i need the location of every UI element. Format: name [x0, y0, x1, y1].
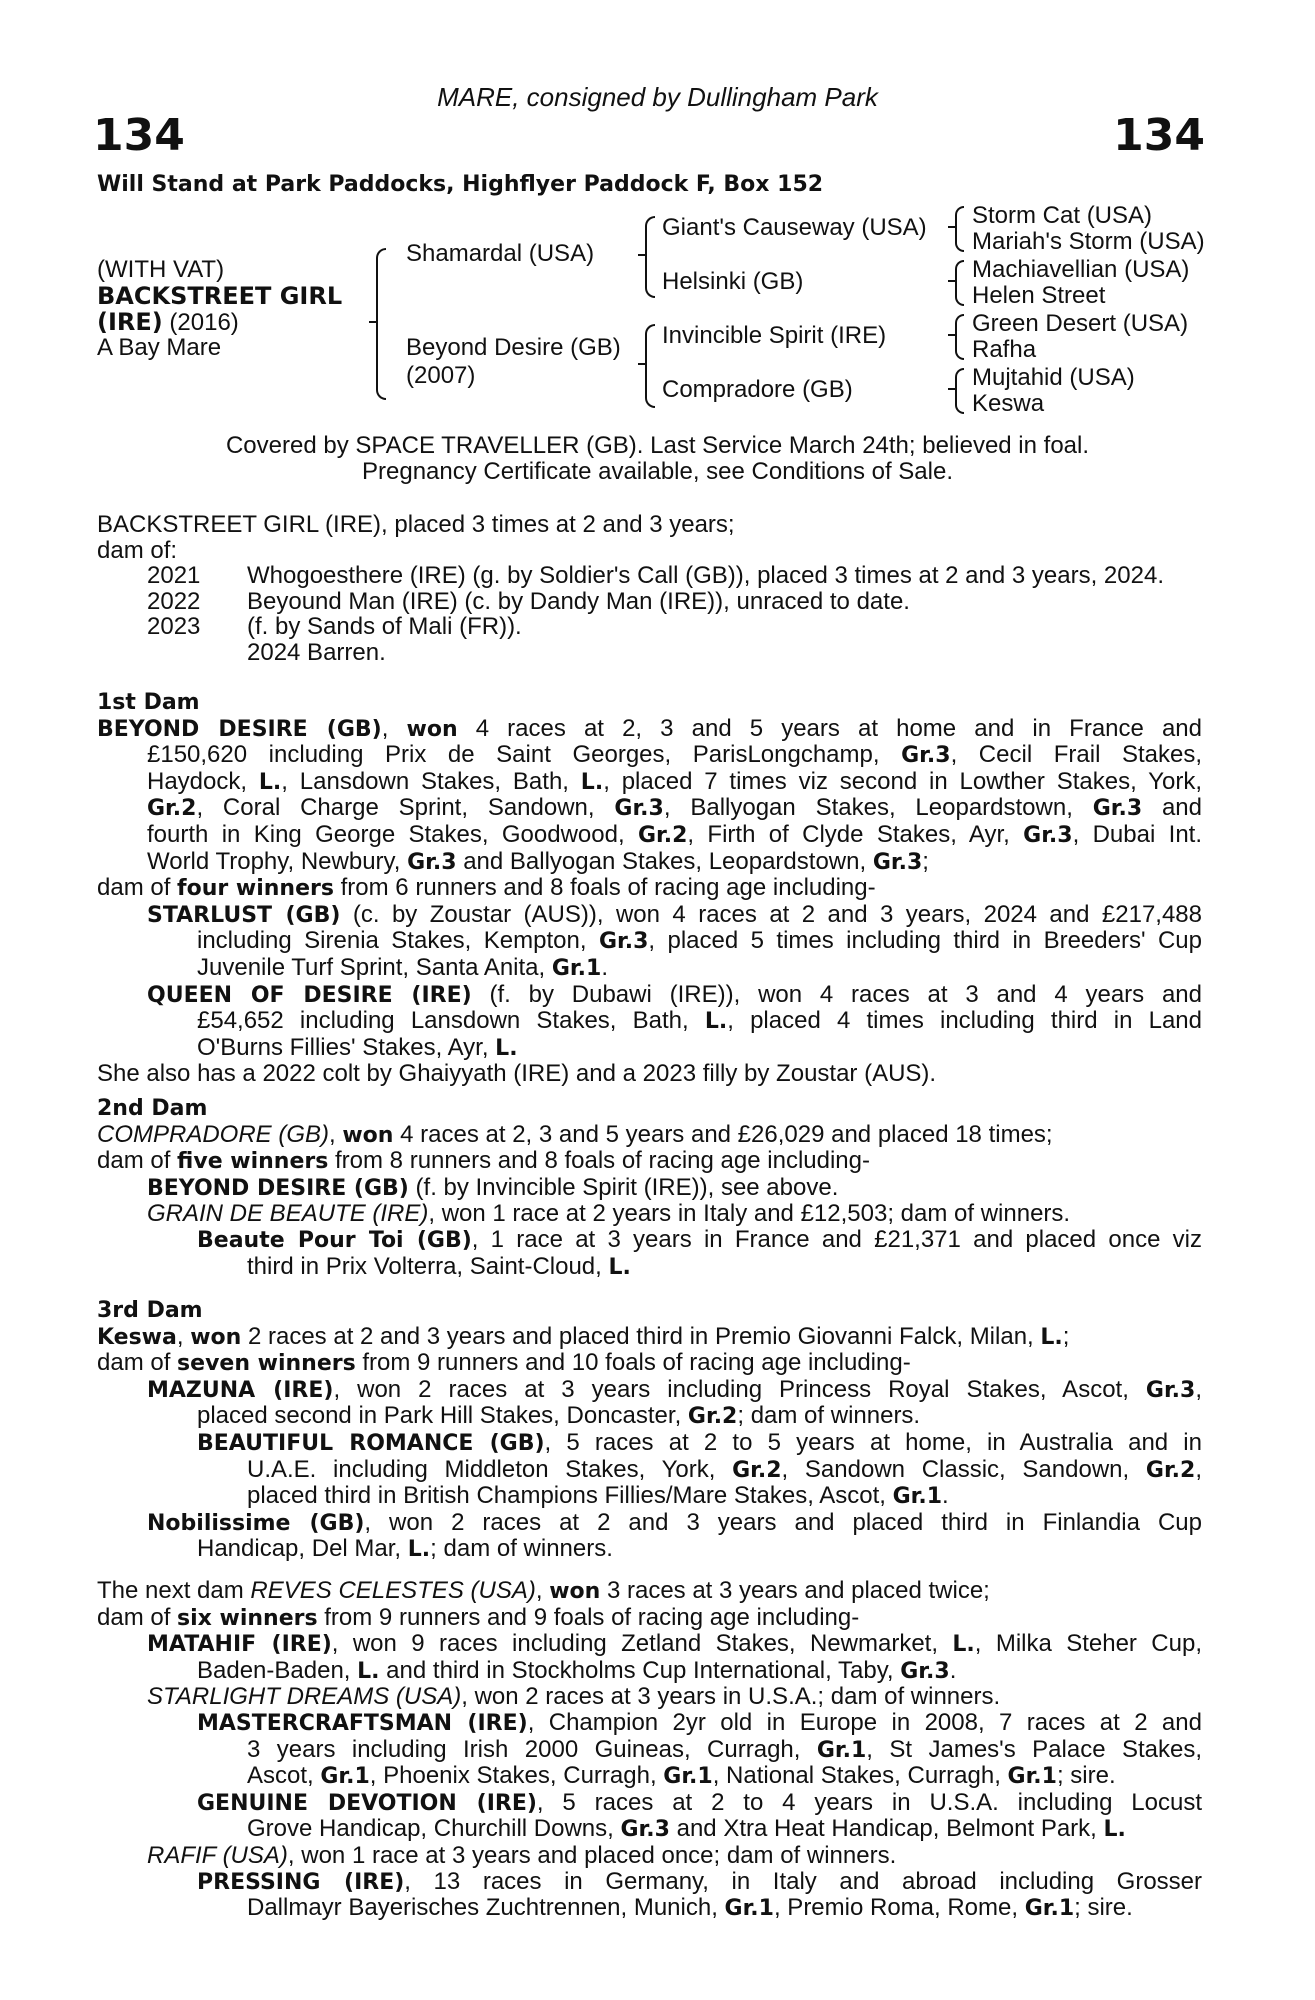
dam-brace-tip: [638, 363, 645, 365]
produce-text: Beyound Man (IRE) (c. by Dandy Man (IRE)), unraced to date.: [247, 587, 910, 615]
ancestor-5: Green Desert (USA): [972, 310, 1189, 337]
text-line: Ascot, Gr.1, Phoenix Stakes, Curragh, Gr.1, National Stakes, Curragh, Gr.1; sire.: [247, 1762, 1116, 1790]
ancestor-3: Machiavellian (USA): [972, 256, 1190, 283]
g-brace-3: [955, 314, 964, 360]
text-line: placed third in British Champions Fillies/Mare Stakes, Ascot, Gr.1.: [247, 1482, 949, 1510]
text-line: placed second in Park Hill Stakes, Doncaster, Gr.2; dam of winners.: [197, 1402, 921, 1430]
dam-brace: [645, 324, 655, 408]
text-line: BEAUTIFUL ROMANCE (GB), 5 races at 2 to 5 years at home, in Australia and in: [197, 1428, 1202, 1456]
produce-year: 2022: [147, 587, 201, 615]
text-line: Nobilissime (GB), won 2 races at 2 and 3 years and placed third in Finlandia Cup: [147, 1508, 1202, 1536]
produce-row: [97, 614, 1202, 640]
produce-text: (f. by Sands of Mali (FR)).: [247, 613, 522, 641]
g-brace-tip-2: [948, 280, 955, 282]
text-line: BEYOND DESIRE (GB) (f. by Invincible Spirit (IRE)), see above.: [147, 1173, 839, 1201]
text-line: Haydock, L., Lansdown Stakes, Bath, L., placed 7 times viz second in Lowther Stakes, York,: [147, 767, 1202, 795]
section-heading: 3rd Dam: [97, 1298, 203, 1323]
horse-name: BACKSTREET GIRL: [97, 282, 343, 310]
ancestor-8: Keswa: [972, 390, 1045, 417]
dam-of-label: dam of:: [97, 536, 178, 564]
g-brace-4: [955, 368, 964, 414]
section-heading: 1st Dam: [97, 690, 200, 715]
sire-brace-tip: [638, 254, 645, 256]
text-line: Handicap, Del Mar, L.; dam of winners.: [197, 1535, 613, 1563]
ancestor-4: Helen Street: [972, 282, 1106, 309]
stabling-location: Will Stand at Park Paddocks, Highflyer Paddock F, Box 152: [97, 172, 824, 197]
text-line: GRAIN DE BEAUTE (IRE), won 1 race at 2 years in Italy and £12,503; dam of winners.: [147, 1200, 1071, 1228]
section-heading: 2nd Dam: [97, 1096, 208, 1121]
sire-brace: [645, 216, 655, 298]
sire: Shamardal (USA): [406, 240, 595, 267]
text-line: dam of four winners from 6 runners and 8 foals of racing age including-: [97, 874, 876, 902]
text-line: MAZUNA (IRE), won 2 races at 3 years including Princess Royal Stakes, Ascot, Gr.3,: [147, 1375, 1202, 1403]
text-line: Keswa, won 2 races at 2 and 3 years and placed third in Premio Giovanni Falck, Milan, L.;: [97, 1322, 1070, 1350]
horse-origin-year: [97, 308, 239, 337]
text-line: Grove Handicap, Churchill Downs, Gr.3 and Xtra Heat Handicap, Belmont Park, L.: [247, 1815, 1126, 1843]
text-line: fourth in King George Stakes, Goodwood, Gr.2, Firth of Clyde Stakes, Ayr, Gr.3, Dubai Int.: [147, 820, 1203, 848]
text-line: £150,620 including Prix de Saint Georges, ParisLongchamp, Gr.3, Cecil Frail Stakes,: [147, 741, 1203, 769]
text-line: GENUINE DEVOTION (IRE), 5 races at 2 to 4 years in U.S.A. including Locust: [197, 1788, 1202, 1816]
ancestor-6: Rafha: [972, 336, 1037, 363]
text-line: RAFIF (USA), won 1 race at 3 years and placed once; dam of winners.: [147, 1841, 897, 1869]
text-line: O'Burns Fillies' Stakes, Ayr, L.: [197, 1033, 518, 1061]
horse-description: A Bay Mare: [97, 334, 222, 361]
g-brace-2: [955, 260, 964, 306]
sire-dam: Helsinki (GB): [662, 268, 804, 295]
dam-dam: Compradore (GB): [662, 376, 853, 403]
g-brace-tip-4: [948, 388, 955, 390]
text-line: Dallmayr Bayerisches Zuchtrennen, Munich, Gr.1, Premio Roma, Rome, Gr.1; sire.: [247, 1894, 1133, 1922]
second-dam-section: [97, 1096, 1202, 1280]
text-line: STARLIGHT DREAMS (USA), won 2 races at 3 years in U.S.A.; dam of winners.: [147, 1683, 1001, 1711]
produce-record: [97, 512, 1202, 666]
produce-text: Whogoesthere (IRE) (g. by Soldier's Call (GB)), placed 3 times at 2 and 3 years, 2024.: [247, 562, 1164, 590]
produce-year: 2021: [147, 562, 201, 590]
third-dam-section: [97, 1298, 1202, 1563]
dam-sire: Invincible Spirit (IRE): [662, 322, 887, 349]
next-dam-section: [97, 1578, 1202, 1922]
pregnancy-note: Pregnancy Certificate available, see Conditions of Sale.: [362, 458, 953, 485]
text-line: She also has a 2022 colt by Ghaiyyath (IRE) and a 2023 filly by Zoustar (AUS).: [97, 1060, 937, 1088]
consignor-line: MARE, consigned by Dullingham Park: [437, 82, 878, 112]
sire-sire: Giant's Causeway (USA): [662, 214, 927, 241]
horse-country: (IRE): [97, 308, 163, 336]
text-line: £54,652 including Lansdown Stakes, Bath, L., placed 4 times including third in Land: [197, 1007, 1202, 1035]
ancestor-7: Mujtahid (USA): [972, 364, 1135, 391]
text-line: MATAHIF (IRE), won 9 races including Zetland Stakes, Newmarket, L., Milka Steher Cup,: [147, 1630, 1202, 1658]
ancestor-1: Storm Cat (USA): [972, 202, 1153, 229]
pedigree-brace-main: [376, 248, 386, 400]
text-line: QUEEN OF DESIRE (IRE) (f. by Dubawi (IRE)), won 4 races at 3 and 4 years and: [147, 980, 1203, 1008]
mare-race-record: BACKSTREET GIRL (IRE), placed 3 times at 2 and 3 years;: [97, 511, 735, 538]
text-line: dam of five winners from 8 runners and 8 foals of racing age including-: [97, 1147, 870, 1175]
text-line: Juvenile Turf Sprint, Santa Anita, Gr.1.: [197, 953, 608, 981]
text-line: The next dam REVES CELESTES (USA), won 3 races at 3 years and placed twice;: [97, 1577, 990, 1604]
produce-text: 2024 Barren.: [247, 638, 386, 666]
text-line: Gr.2, Coral Charge Sprint, Sandown, Gr.3, Ballyogan Stakes, Leopardstown, Gr.3 and: [147, 794, 1203, 822]
g-brace-1: [955, 206, 964, 252]
text-line: Baden-Baden, L. and third in Stockholms Cup International, Taby, Gr.3.: [197, 1656, 957, 1684]
text-line: including Sirenia Stakes, Kempton, Gr.3, placed 5 times including third in Breeders' Cup: [197, 927, 1202, 955]
lot-number-left: 134: [93, 110, 185, 161]
dam: Beyond Desire (GB): [406, 334, 621, 361]
text-line: dam of seven winners from 9 runners and 10 foals of racing age including-: [97, 1349, 911, 1377]
text-line: U.A.E. including Middleton Stakes, York, Gr.2, Sandown Classic, Sandown, Gr.2,: [247, 1455, 1202, 1483]
text-line: Beaute Pour Toi (GB), 1 race at 3 years in France and £21,371 and placed once viz: [197, 1225, 1202, 1253]
first-dam-section: [97, 690, 1202, 1087]
produce-year: [97, 640, 247, 666]
g-brace-tip-3: [948, 334, 955, 336]
text-line: STARLUST (GB) (c. by Zoustar (AUS)), won 4 races at 2 and 3 years, 2024 and £217,488: [147, 900, 1202, 928]
horse-foaled-year: (2016): [162, 309, 239, 336]
text-line: BEYOND DESIRE (GB), won 4 races at 2, 3 and 5 years at home and in France and: [97, 714, 1203, 742]
text-line: World Trophy, Newbury, Gr.3 and Ballyogan Stakes, Leopardstown, Gr.3;: [147, 847, 929, 875]
text-line: PRESSING (IRE), 13 races in Germany, in Italy and abroad including Grosser: [197, 1867, 1203, 1895]
ancestor-2: Mariah's Storm (USA): [972, 228, 1205, 255]
covering-note: Covered by SPACE TRAVELLER (GB). Last Service March 24th; believed in foal.: [225, 432, 1090, 459]
pedigree-brace-tip: [369, 321, 376, 323]
lot-number-right: 134: [1113, 110, 1205, 161]
produce-row: [97, 589, 1202, 615]
text-line: 3 years including Irish 2000 Guineas, Curragh, Gr.1, St James's Palace Stakes,: [247, 1735, 1202, 1763]
produce-row: [97, 563, 1202, 589]
produce-row: [97, 640, 1202, 666]
text-line: MASTERCRAFTSMAN (IRE), Champion 2yr old in Europe in 2008, 7 races at 2 and: [197, 1708, 1202, 1736]
text-line: COMPRADORE (GB), won 4 races at 2, 3 and 5 years and £26,029 and placed 18 times;: [97, 1120, 1053, 1148]
dam-foaled-year: (2007): [406, 362, 476, 389]
produce-year: 2023: [147, 613, 201, 641]
text-line: third in Prix Volterra, Saint-Cloud, L.: [247, 1252, 631, 1280]
text-line: dam of six winners from 9 runners and 9 foals of racing age including-: [97, 1603, 860, 1631]
vat-status: (WITH VAT): [97, 256, 225, 283]
g-brace-tip-1: [948, 226, 955, 228]
